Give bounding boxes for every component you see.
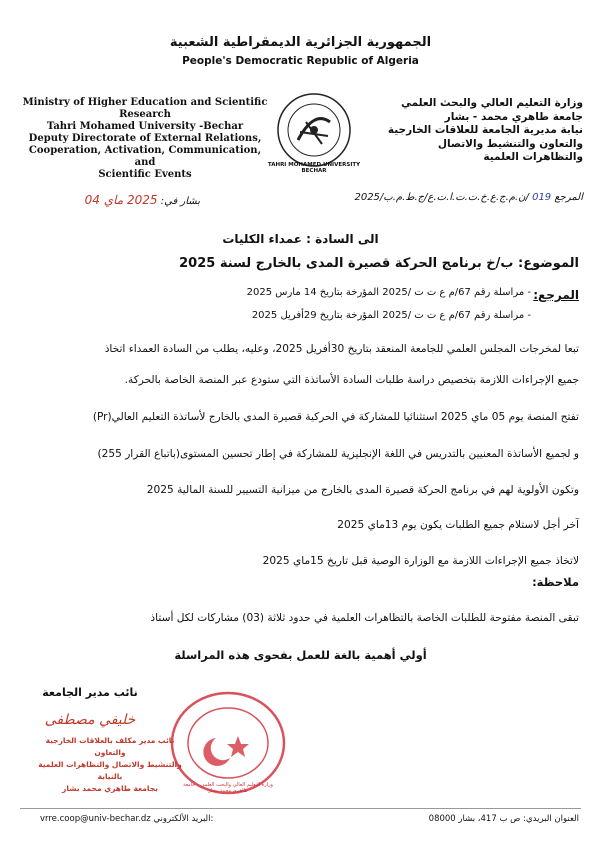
subject-label: الموضوع:: [518, 256, 579, 271]
footer-rule: [20, 808, 581, 809]
footer-email-block: [40, 814, 213, 824]
place-date-label: بشار في:: [160, 196, 200, 207]
english-country-title: People's Democratic Republic of Algeria: [182, 55, 419, 67]
addressee: الى السادة : عمداء الكليات: [222, 232, 379, 246]
en-line: Scientific Events: [98, 169, 192, 180]
date-handwritten: 2025 ماي 04: [84, 193, 158, 207]
closing-line: أولي أهمية بالغة للعمل بفحوى هذه المراسلة: [174, 648, 427, 662]
place-date: [30, 193, 200, 207]
subject-text: ب/خ برنامج الحركة قصيرة المدى بالخارج لسنة 2025: [179, 256, 514, 271]
ar-line: والتعاون والتنشيط والاتصال: [437, 137, 583, 150]
reference-prefix: المرجع: [554, 192, 583, 203]
body-line: آخر أجل لاستلام جميع الطلبات يكون يوم 13ماي 2025: [337, 519, 579, 531]
en-line: Deputy Directorate of External Relations,: [28, 133, 262, 144]
reference-label: المرجع:: [533, 288, 579, 302]
reference-number: 019: [532, 192, 552, 203]
ar-line: جامعة طاهري محمد - بشار: [444, 110, 583, 123]
ar-line: والتظاهرات العلمية: [483, 151, 583, 163]
body-line: لاتخاذ جميع الإجراءات اللازمة مع الوزارة الوصية قبل تاريخ 15ماي 2025: [262, 555, 579, 567]
signature-line: بجامعة طاهري محمد بشار: [62, 784, 158, 793]
reference-item: - مراسلة رقم 67/م ع ت ت /2025 المؤرخة بتاريخ 14 مارس 2025: [246, 287, 531, 298]
signature-line: نائب مدير مكلف بالعلاقات الخارجية والتعاون: [45, 736, 175, 757]
body-line: تبعا لمخرجات المجلس العلمي للجامعة المنعقد بتاريخ 30أفريل 2025، وعليه، يطلب من السادة العمداء اتخاذ: [104, 343, 579, 355]
signature-title: نائب مدير الجامعة: [42, 686, 138, 699]
signature-line: والتنشيط والاتصال والتظاهرات العلمية بالنيابة: [38, 760, 182, 781]
reference-item: - مراسلة رقم 67/م ع ت ت /2025 المؤرخة بتاريخ 29أفريل 2025: [251, 310, 531, 321]
en-line: Research: [119, 109, 171, 120]
body-line: و لجميع الأساتذة المعنيين بالتدريس في اللغة الإنجليزية للمشاركة في إطار تحسين المستوى(باتباع القرار 255): [97, 448, 579, 460]
body-line: جميع الإجراءات اللازمة بتخصيص دراسة طلبات السادة الأساتذة التي ستودع عبر المنصة الخاصة بالحركة.: [124, 374, 579, 386]
official-stamp: [168, 688, 288, 798]
ar-line: نيابة مديرية الجامعة للعلاقات الخارجية: [387, 124, 583, 136]
reference-row: [263, 192, 583, 203]
signature-name: خليفي مصطفى: [44, 712, 136, 728]
note-label: ملاحظة:: [532, 575, 579, 589]
footer-email-label: البريد الألكتروني:: [153, 814, 214, 824]
reference-code: /ن.م.ج.ع.خ.ت.ت.ا.ت.ع/ج.ط.م.ب/2025: [354, 192, 529, 203]
english-institution-block: [20, 97, 270, 181]
en-line: Ministry of Higher Education and Scientific: [22, 97, 268, 108]
arabic-institution-block: [363, 97, 583, 165]
arabic-country-title: الجمهورية الجزائرية الديمقراطية الشعبية: [169, 35, 432, 50]
body-line: تفتح المنصة يوم 05 ماي 2025 استثنائيا للمشاركة في الحركية قصيرة المدى بالخارج لأساتذة التعليم العالي(Pr): [92, 411, 579, 423]
footer-email[interactable]: vrre.coop@univ-bechar.dz: [40, 814, 151, 824]
footer-address: العنوان البريدي: ص ب 417، بشار 08000: [428, 814, 579, 824]
university-logo: [267, 92, 361, 174]
subject-line: [19, 256, 579, 271]
en-line: Cooperation, Activation, Communication, and: [28, 145, 262, 168]
ar-line: وزارة التعليم العالي والبحث العلمي: [400, 97, 583, 109]
note-text: تبقى المنصة مفتوحة للطلبات الخاصة بالتظاهرات العلمية في حدود ثلاثة (03) مشاركات لكل أستاذ: [150, 612, 579, 624]
signature-lines: [30, 735, 190, 795]
body-line: وتكون الأولوية لهم في برنامج الحركة قصيرة المدى بالخارج من ميزانية التسيير للسنة المالية 2025: [146, 484, 579, 496]
stamp-text: وزارة التعليم العالي والبحث العلمي - جامعة طاهري محمد بشار: [183, 782, 273, 794]
en-line: Tahri Mohamed University -Bechar: [46, 121, 244, 132]
logo-caption: TAHRI MOHAMED UNIVERSITY BECHAR: [267, 162, 361, 174]
logo-seal-icon: [276, 92, 352, 168]
